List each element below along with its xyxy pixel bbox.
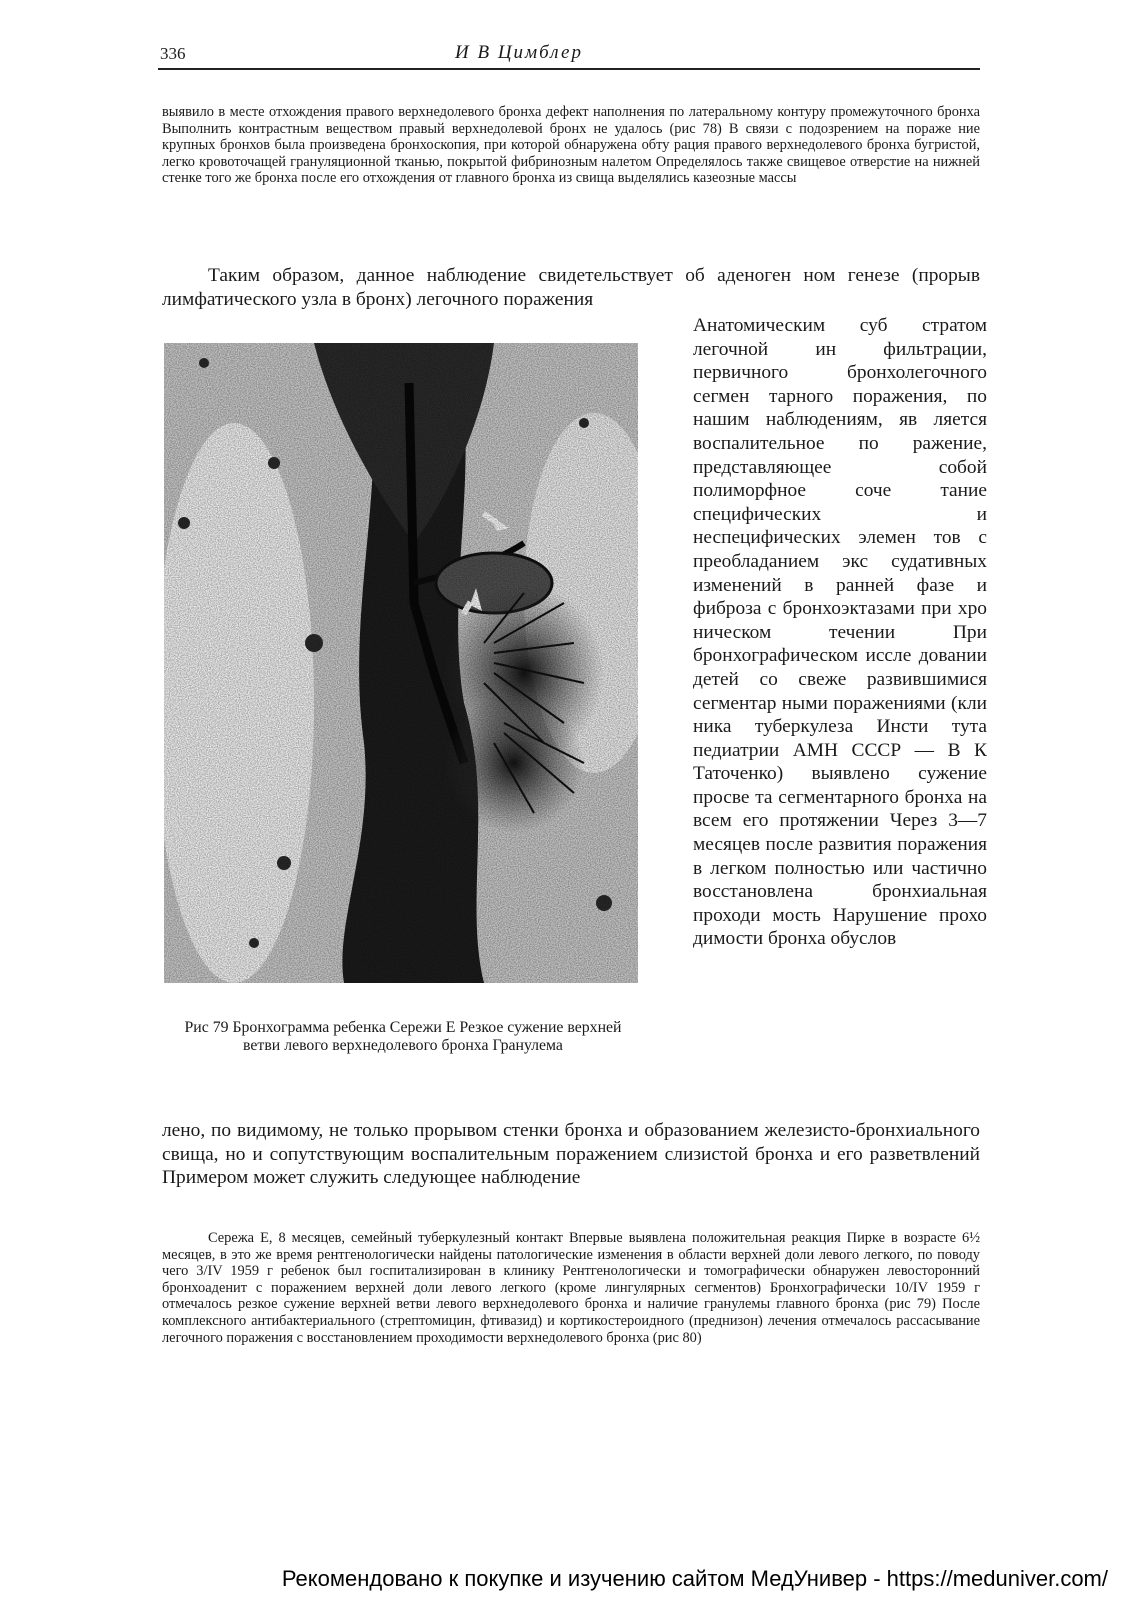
bronchogram-figure <box>164 343 638 983</box>
page-number: 336 <box>160 44 186 63</box>
bronchogram-image <box>164 343 638 983</box>
intro-paragraph: выявило в месте отхождения правого верхнедолевого бронха дефект наполнения по латеральному контуру промежуточного бронха Выполнить контрастным веществом правый верхнедолевой бронх не удалось (рис 78) В связи с подозрением на пораже ние крупных бронхов была произведена бронхоскопия, при которой обнаружена обту рация правого верхнедолевого бронха бугристой, легко кровоточащей грануляционной тканью, покрытой фибринозным налетом Определялось также свищевое отверстие на нижней стенке того же бронха после его отхождения от главного бронха из свища выделялись казеозные массы <box>162 104 980 187</box>
running-head: И В Цимблер <box>455 42 583 63</box>
conclusion-paragraph: Таким образом, данное наблюдение свидетельствует об аденоген ном генезе (прорыв лимфатического узла в бронх) легочного поражения <box>162 265 980 310</box>
watermark: Рекомендовано к покупке и изучению сайтом МедУнивер - https://meduniver.com/ <box>281 1566 1108 1591</box>
header-rule <box>158 68 980 70</box>
figure-caption: Рис 79 Бронхограмма ребенка Сережи Е Резкое сужение верхней ветви левого верхнедолевого бронха Гранулема <box>184 1019 622 1054</box>
case-report: Сережа Е, 8 месяцев, семейный туберкулезный контакт Впервые выявлена положительная реакция Пирке в возрасте 6½ месяцев, в это же время рентгенологически найдены патологические изменения в области верхней доли левого легкого, по поводу чего 3/IV 1959 г ребенок был госпитализирован в клинику Рентгенологически и томографически обнаружен левосторонний бронхоаденит с поражением верхней доли левого легкого (кроме лингулярных сегментов) Бронхографически 10/IV 1959 г отмечалось резкое сужение верхней ветви левого верхнедолевого бронха и наличие гранулемы главного бронха (рис 79) После комплексного антибактериального (стрептомицин, фтивазид) и кортикостероидного (преднизон) лечения отмечалось рассасывание легочного поражения с восстановлением проходимости верхнедолевого бронха (рис 80) <box>162 1230 980 1346</box>
continuation-paragraph: лено, по видимому, не только прорывом стенки бронха и образованием железисто-бронхиального свища, но и сопутствующим воспалительным поражением слизистой бронха и его разветвлений Примером может служить следующее наблюдение <box>162 1120 980 1189</box>
right-column-paragraph: Анатомическим суб стратом легочной ин фильтрации, первичного бронхолегочного сегмен тарного поражения, по нашим наблюдениям, яв ляется воспалительное по ражение, представляющее собой полиморфное соче тание специфических и неспецифических элемен тов с преобладанием экс судативных изменений в ранней фазе и фиброза с бронхоэктазами при хро ническом течении При бронхографическом иссле довании детей со свеже развившимися сегментар ными поражениями (кли ника туберкулеза Инсти тута педиатрии АМН СССР — В К Таточенко) выявлено сужение просве та сегментарного бронха на всем его протяжении Через 3—7 месяцев после развития поражения в легком полностью или частично восстановлена бронхиальная проходи мость Нарушение прохо димости бронха обуслов <box>693 315 987 950</box>
